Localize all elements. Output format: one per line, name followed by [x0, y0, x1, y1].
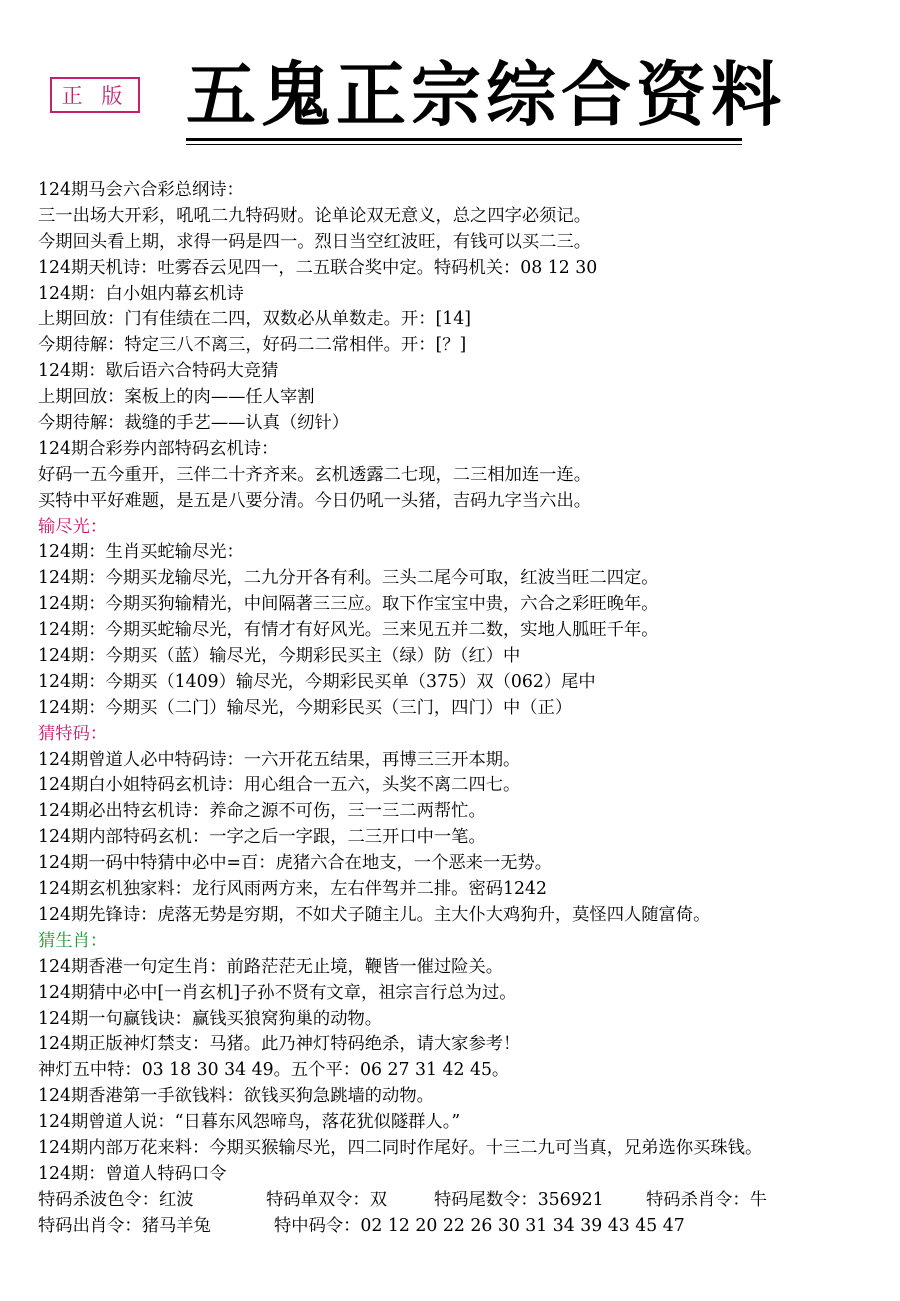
title-underline — [186, 138, 742, 141]
text-line: 124期先锋诗：虎落无势是穷期，不如犬子随主儿。主大仆大鸡狗升，莫怪四人随富倚。 — [38, 904, 711, 925]
text-line: 124期必出特玄机诗：养命之源不可伤，三一三二两帮忙。 — [38, 801, 486, 822]
text-line: 124期正版神灯禁支：马猪。此乃神灯特码绝杀，请大家参考！ — [38, 1034, 521, 1055]
section-heading-shuqinguang: 输尽光： — [38, 516, 108, 537]
text-line: 124期：今期买（二门）输尽光，今期彩民买（三门，四门）中（正） — [38, 697, 573, 718]
text-line: 124期：曾道人特码口令 — [38, 1163, 227, 1184]
text-line: 124期香港一句定生肖：前路茫茫无止境，鞭皆一催过险关。 — [38, 956, 504, 977]
text-line: 124期曾道人说：“日暮东风怨啼鸟，落花犹似隧群人。” — [38, 1112, 461, 1133]
text-line: 124期天机诗：吐雾吞云见四一，二五联合奖中定。特码机关：08 12 30 — [38, 257, 598, 278]
text-line: 124期香港第一手欲钱料：欲钱买狗急跳墙的动物。 — [38, 1086, 434, 1107]
genuine-badge: 正 版 — [50, 77, 140, 113]
text-line: 124期：白小姐内幕玄机诗 — [38, 283, 244, 304]
text-line: 124期玄机独家料：龙行风雨两方来，左右伴驾并二排。密码1242 — [38, 879, 547, 900]
kill-zodiac-order: 特码杀肖令：牛 — [646, 1189, 767, 1210]
text-line: 124期：今期买狗输精光，中间隔著三三应。取下作宝宝中贵，六合之彩旺晚年。 — [38, 594, 659, 615]
text-line: 124期：生肖买蛇输尽光： — [38, 542, 244, 563]
text-line: 124期曾道人必中特码诗：一六开花五结果，再博三三开本期。 — [38, 749, 521, 770]
out-zodiac-order: 特码出肖令：猪马羊兔 — [38, 1215, 211, 1236]
text-line: 124期白小姐特码玄机诗：用心组合一五六，头奖不离二四七。 — [38, 775, 521, 796]
text-line: 124期一码中特猜中必中=百：虎猪六合在地支，一个恶来一无势。 — [38, 853, 553, 874]
footer-row-2 — [38, 1214, 888, 1240]
text-line: 买特中平好难题，是五是八要分清。今日仍吼一头猪，吉码九字当六出。 — [38, 490, 592, 511]
footer-row-1 — [38, 1188, 888, 1214]
odd-even-order: 特码单双令：双 — [266, 1189, 387, 1210]
page-title: 五鬼正宗综合资料 — [186, 54, 786, 136]
winning-number-order: 特中码令：02 12 20 22 26 30 31 34 39 43 45 47 — [274, 1215, 685, 1236]
text-line: 上期回放：门有佳绩在二四，双数必从单数走。开：[14] — [38, 309, 471, 330]
text-line: 今期待解：特定三八不离三，好码二二常相伴。开：[？] — [38, 335, 467, 356]
tail-number-order: 特码尾数令：356921 — [434, 1189, 604, 1210]
text-line: 124期合彩券内部特码玄机诗： — [38, 438, 279, 459]
text-line: 124期：今期买蛇输尽光，有情才有好风光。三来见五并二数，实地人胍旺千年。 — [38, 620, 659, 641]
text-line: 124期：今期买龙输尽光，二九分开各有利。三头二尾今可取，红波当旺二四定。 — [38, 568, 659, 589]
text-line: 124期内部万花来料：今期买猴输尽光，四二同时作尾好。十三二九可当真，兄弟选你买珠钱。 — [38, 1137, 763, 1158]
text-line: 神灯五中特：03 18 30 34 49。五个平：06 27 31 42 45。 — [38, 1060, 510, 1081]
text-line: 124期猜中必中[一肖玄机]子孙不贤有文章，祖宗言行总为过。 — [38, 982, 517, 1003]
content-body — [38, 178, 888, 1240]
text-line: 三一出场大开彩，吼吼二九特码财。论单论双无意义，总之四字必须记。 — [38, 205, 592, 226]
text-line: 今期待解：裁缝的手艺——认真（纫针） — [38, 413, 350, 434]
section-heading-caitema: 猜特码： — [38, 723, 108, 744]
title-underline-thin — [186, 144, 742, 145]
kill-wave-color-order: 特码杀波色令：红波 — [38, 1189, 194, 1210]
text-line: 好码一五今重开，三伴二十齐齐来。玄机透露二七现，二三相加连一连。 — [38, 464, 592, 485]
text-line: 124期：歇后语六合特码大竞猜 — [38, 361, 279, 382]
text-line: 124期马会六合彩总纲诗： — [38, 180, 244, 200]
text-line: 今期回头看上期，求得一码是四一。烈日当空红波旺，有钱可以买二三。 — [38, 231, 592, 252]
text-line: 124期：今期买（蓝）输尽光，今期彩民买主（绿）防（红）中 — [38, 646, 521, 667]
section-heading-caishengxiao: 猜生肖： — [38, 930, 108, 951]
text-line: 124期一句赢钱诀：赢钱买狼窝狗巢的动物。 — [38, 1008, 383, 1029]
text-line: 上期回放：案板上的肉——任人宰割 — [38, 387, 315, 408]
text-line: 124期：今期买（1409）输尽光，今期彩民买单（375）双（062）尾中 — [38, 671, 596, 692]
text-line: 124期内部特码玄机：一字之后一字跟，二三开口中一笔。 — [38, 827, 486, 848]
